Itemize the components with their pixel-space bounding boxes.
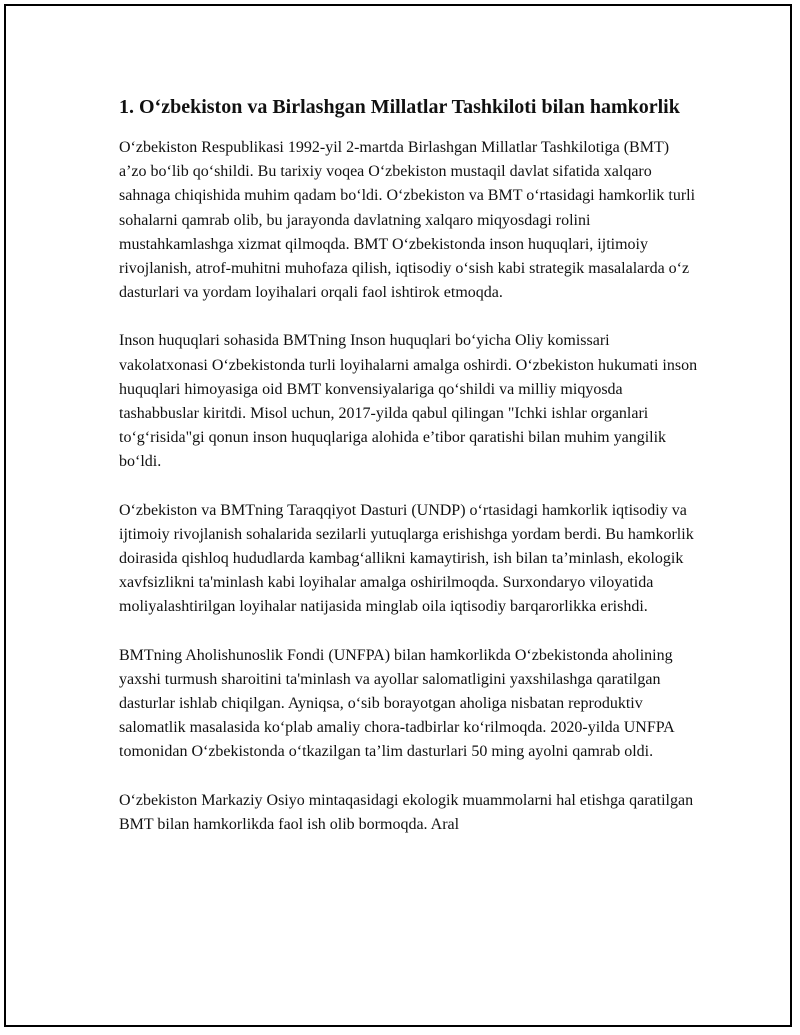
paragraph-unfpa: BMTning Aholishunoslik Fondi (UNFPA) bilan hamkorlikda O‘zbekistonda aholining yaxshi turmush sharoitini ta'minlash va ayollar salomatligini yaxshilashga qaratilgan dasturlar ishlab chiqilgan. Ayniqsa, o‘sib borayotgan aholiga nisbatan reproduktiv salomatlik masalasida ko‘plab amaliy chora-tadbirlar ko‘rilmoqda. 2020-yilda UNFPA tomonidan O‘zbekistonda o‘tkazilgan ta’lim dasturlari 50 ming ayolni qamrab oldi. xyxy=(119,646,674,761)
paragraph-membership: O‘zbekiston Respublikasi 1992-yil 2-martda Birlashgan Millatlar Tashkilotiga (BMT) a’zo bo‘lib qo‘shildi. Bu tarixiy voqea O‘zbekiston mustaqil davlat sifatida xalqaro sahnaga chiqishida muhim qadam bo‘ldi. O‘zbekiston va BMT o‘rtasidagi hamkorlik turli sohalarni qamrab olib, bu jarayonda davlatning xalqaro miqyosdagi rolini mustahkamlashga xizmat qilmoqda. BMT O‘zbekistonda inson huquqlari, ijtimoiy rivojlanish, atrof-muhitni muhofaza qilish, iqtisodiy o‘sish kabi strategik masalalarda o‘z dasturlari va yordam loyihalari orqali faol ishtirok etmoqda. xyxy=(119,139,696,302)
document-body xyxy=(119,94,699,861)
section-heading: 1. O‘zbekiston va Birlashgan Millatlar Tashkiloti bilan hamkorlik xyxy=(119,96,680,118)
paragraph-human-rights: Inson huquqlari sohasida BMTning Inson huquqlari bo‘yicha Oliy komissari vakolatxonasi O‘zbekistonda turli loyihalarni amalga oshirdi. O‘zbekiston hukumati inson huquqlari himoyasiga oid BMT konvensiyalariga qo‘shildi va milliy miqyosda tashabbuslar kiritdi. Misol uchun, 2017-yilda qabul qilingan "Ichki ishlar organlari to‘g‘risida"gi qonun inson huquqlariga alohida e’tibor qaratishi bilan muhim yangilik bo‘ldi. xyxy=(119,332,698,471)
paragraph-undp: O‘zbekiston va BMTning Taraqqiyot Dasturi (UNDP) o‘rtasidagi hamkorlik iqtisodiy va ijtimoiy rivojlanish sohalarida sezilarli yutuqlarga erishishga yordam berdi. Bu hamkorlik doirasida qishloq hududlarda kambag‘allikni kamaytirish, ish bilan ta’minlash, ekologik xavfsizlikni ta'minlash kabi loyihalar amalga oshirilmoqda. Surxondaryo viloyatida moliyalashtirilgan loyihalar natijasida minglab oila iqtisodiy barqarorlikka erishdi. xyxy=(119,501,694,616)
paragraph-ecology: O‘zbekiston Markaziy Osiyo mintaqasidagi ekologik muammolarni hal etishga qaratilgan BMT bilan hamkorlikda faol ish olib bormoqda. Aral xyxy=(119,791,694,833)
